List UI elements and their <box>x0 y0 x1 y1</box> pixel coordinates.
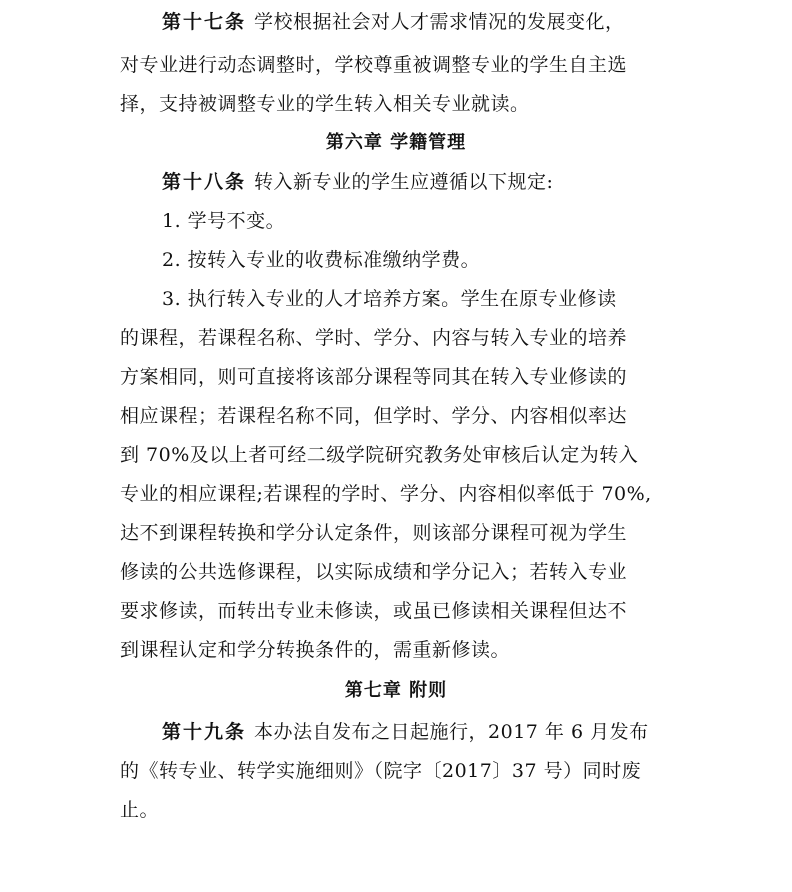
article-17-text-2: 对专业进行动态调整时，学校尊重被调整专业的学生自主选 <box>120 54 628 76</box>
chapter-6-heading: 第六章 学籍管理 <box>325 132 467 153</box>
article-17-text-1: 学校根据社会对人才需求情况的发展变化， <box>254 11 625 33</box>
article-18-item-3-line-3: 方案相同，则可直接将该部分课程等同其在转入专业修读的 <box>120 366 628 388</box>
article-18-item-3-line-9: 要求修读，而转出专业未修读，或虽已修读相关课程但达不 <box>120 600 628 622</box>
article-18-first-line <box>162 170 722 194</box>
article-18-item-3-line-6: 专业的相应课程;若课程的学时、学分、内容相似率低于 70%, <box>120 483 652 505</box>
article-18-item-3-line-4: 相应课程；若课程名称不同，但学时、学分、内容相似率达 <box>120 405 628 427</box>
article-18-item-3-line-8: 修读的公共选修课程，以实际成绩和学分记入；若转入专业 <box>120 561 628 583</box>
article-18-item-1: 1. 学号不变。 <box>162 210 286 232</box>
article-19-text-2: 的《转专业、转学实施细则》（院字〔2017〕37 号）同时废 <box>120 760 642 782</box>
article-19-text-3: 止。 <box>120 799 160 821</box>
article-19-text-1: 本办法自发布之日起施行，2017 年 6 月发布 <box>254 721 649 743</box>
chapter-7-heading: 第七章 附则 <box>344 680 448 701</box>
article-18-item-3-line-1: 3. 执行转入专业的人才培养方案。学生在原专业修读 <box>162 288 617 310</box>
article-18-item-3-line-7: 达不到课程转换和学分认定条件，则该部分课程可视为学生 <box>120 522 628 544</box>
article-18-label: 第十八条 <box>162 171 247 193</box>
article-19-label: 第十九条 <box>162 721 247 743</box>
article-18-item-3-line-5: 到 70%及以上者可经二级学院研究教务处审核后认定为转入 <box>120 444 639 466</box>
article-17-first-line <box>162 10 722 34</box>
article-18-item-3-line-10: 到课程认定和学分转换条件的，需重新修读。 <box>120 639 511 661</box>
article-18-item-2: 2. 按转入专业的收费标准缴纳学费。 <box>162 249 481 271</box>
article-19-first-line <box>162 720 722 744</box>
article-18-text-1: 转入新专业的学生应遵循以下规定: <box>254 171 554 193</box>
article-17-text-3: 择，支持被调整专业的学生转入相关专业就读。 <box>120 93 530 115</box>
article-17-label: 第十七条 <box>162 11 247 33</box>
article-18-item-3-line-2: 的课程，若课程名称、学时、学分、内容与转入专业的培养 <box>120 327 628 349</box>
